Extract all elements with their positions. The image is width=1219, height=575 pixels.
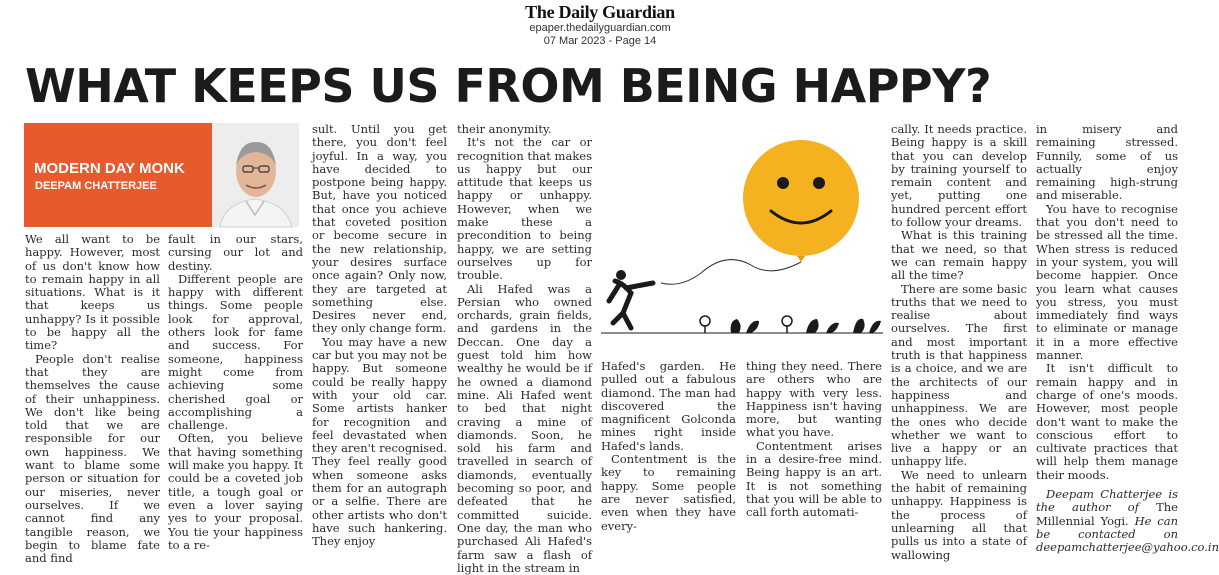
column-7: [891, 122, 1027, 562]
headline: WHAT KEEPS US FROM BEING HAPPY?: [25, 59, 992, 113]
paragraph: Contentment is the key to remaining happy. Some people are never satisfied, even when they have every-: [601, 452, 736, 533]
column-banner: [24, 123, 299, 227]
masthead: [500, 2, 700, 48]
column-6: [746, 359, 882, 520]
author-photo: [212, 123, 299, 227]
paragraph: sult. Until you get there, you don't feel joyful. In a way, you have decided to postpone being happy. But, have you noticed that once you achieve that coveted position or become secure in the new relationship, your desires surface once again? Only now, they are targeted at something else. Desires never end, they only change form.: [312, 122, 447, 336]
paragraph: We all want to be happy. However, most of us don't know how to remain happy in all situations. What is it that keeps us unhappy? Is it possible to be happy all the time?: [25, 232, 160, 353]
paragraph: their anonymity.: [457, 122, 552, 136]
column-2: [168, 232, 303, 552]
paragraph: You have to recognise that you don't need to be stressed all the time. When stress is reduced in your system, you will become happier. Once you learn what causes you stress, you must immediately find ways to eliminate or manage it in a more effective manner.: [1036, 201, 1178, 363]
paragraph: It's not the car or recognition that makes us happy but our attitude that keeps us happy or unhappy. However, when we make these a precondition to being happy, we are setting ourselves up for trouble.: [457, 135, 592, 283]
paragraph: Ali Hafed was a Persian who owned orchards, grain fields, and gardens in the Deccan. One day a guest told him how wealthy he would be if he owned a diamond mine. Ali Hafed went to bed that night craving a mine of diamonds. Soon, he sold his farm and travelled in search of diamonds, eventually becoming so poor, and defeated that he committed suicide. One day, the man who purchased Ali Hafed's farm saw a flash of light in the stream in: [457, 281, 592, 575]
masthead-date-page: 07 Mar 2023 - Page 14: [543, 35, 657, 47]
paragraph: What is this training that we need, so that we can remain happy all the time?: [891, 228, 1027, 283]
masthead-url[interactable]: epaper.thedailyguardian.com: [529, 22, 671, 34]
bio-book: The Millennial Yogi.: [1036, 500, 1178, 528]
paragraph: thing they need. There are others who are happy with very less. Happiness isn't having more, but wanting what you have.: [746, 359, 882, 440]
paragraph: Contentment arises in a desire-free mind. Being happy is an art. It is not something that you will be able to call forth automati-: [746, 438, 882, 520]
column-5: [601, 359, 736, 533]
paragraph: You may have a new car but you may not be happy. But someone could be really happy with your old car. Some artists hanker for recognition and feel devastated when they aren't recognised. They feel really good when someone asks them for an autograph or a selfie. There are other artists who don't have such hankering. They enjoy: [312, 334, 447, 549]
paragraph: People don't realise that they are themselves the cause of their unhappiness. We don't like being told that we are responsible for our own happiness. We want to blame some person or situation for our miseries, never ourselves. If we cannot find any tangible reason, we begin to blame fate and find: [25, 351, 160, 566]
paragraph: Hafed's garden. He pulled out a fabulous diamond. The man had discovered the magnificent Golconda mines right inside Hafed's lands.: [601, 359, 736, 453]
masthead-brand: The Daily Guardian: [525, 2, 675, 22]
author-bio: [1036, 487, 1219, 555]
paragraph: We need to unlearn the habit of remaining unhappy. Happiness is the process of unlearning all that pulls us into a state of wallowing: [891, 467, 1027, 562]
bio-contact: He can be contacted on deepamchatterjee@yahoo.co.in: [1036, 513, 1219, 555]
column-8: [1036, 122, 1219, 555]
paragraph: It isn't difficult to remain happy and in charge of one's moods. However, most people don't want to make the conscious effort to cultivate practices that will help them manage their moods.: [1036, 361, 1178, 482]
author-name: DEEPAM CHATTERJEE: [35, 180, 157, 192]
paragraph: fault in our stars, cursing our lot and destiny.: [168, 232, 303, 273]
column-name: MODERN DAY MONK: [34, 160, 185, 177]
paragraph: Different people are happy with different things. Some people look for approval, others look for fame and success. For someone, happiness might come from achieving some cherished goal or accomplishing a challenge.: [168, 271, 303, 433]
column-3: [312, 122, 447, 549]
paragraph: cally. It needs practice. Being happy is a skill that you can develop by training yourself to remain content and yet, putting one hundred percent effort to follow your dreams.: [891, 122, 1027, 230]
paragraph: in misery and remaining stressed. Funnily, some of us actually enjoy remaining high-strung and miserable.: [1036, 122, 1178, 203]
paragraph: There are some basic truths that we need to realise about ourselves. The first and most important truth is that happiness is a choice, and we are the architects of our happiness and unhappiness. We are the ones who decide whether we want to live a happy or an unhappy life.: [891, 281, 1027, 469]
bio-name: Deepam Chatterjee is the author of: [1036, 487, 1178, 515]
column-1: [25, 232, 160, 566]
balloon-illustration: [601, 123, 883, 355]
paragraph: Often, you believe that having something will make you happy. It could be a coveted job title, a tough goal or even a lover saying yes to your proposal. You tie your happiness to a re-: [168, 431, 303, 552]
column-4: [457, 122, 592, 575]
